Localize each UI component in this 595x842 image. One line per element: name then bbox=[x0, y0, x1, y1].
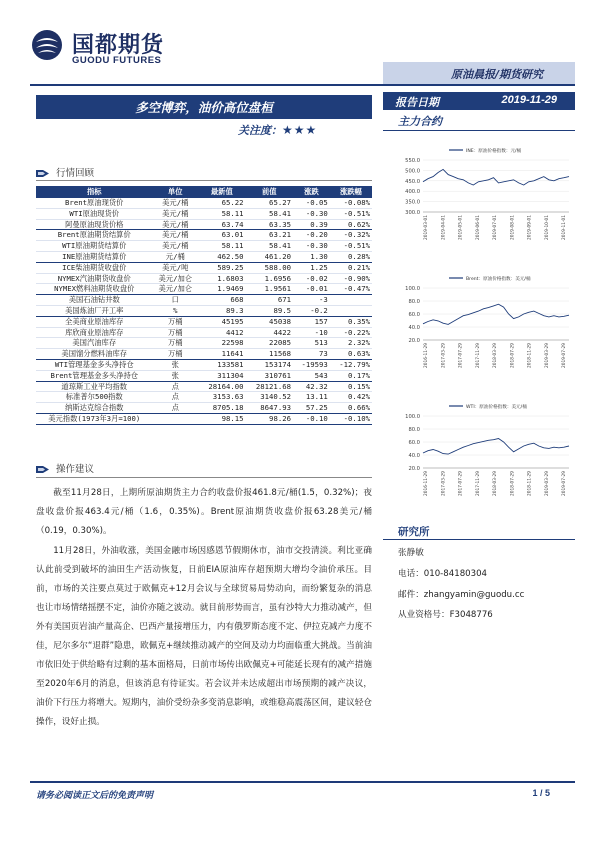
cell-change: 73 bbox=[293, 349, 330, 360]
cell-change: -0.30 bbox=[293, 241, 330, 252]
x-tick-label: 2018-07-29 bbox=[510, 471, 516, 496]
cell-latest: 89.3 bbox=[198, 305, 245, 316]
cell-change: 0.39 bbox=[293, 219, 330, 230]
table-row bbox=[36, 305, 372, 316]
cell-indicator: Brent原油期货结算价 bbox=[36, 230, 153, 241]
header-category: 原油晨报/期货研究 bbox=[450, 68, 543, 81]
ine-price-chart-svg bbox=[389, 140, 575, 265]
footer-disclaimer[interactable]: 请务必阅读正文后的免责声明 bbox=[36, 791, 154, 801]
table-row bbox=[36, 230, 372, 241]
cell-indicator: 美国炼油厂开工率 bbox=[36, 305, 153, 316]
cell-previous: 63.21 bbox=[246, 230, 293, 241]
cell-unit: 口 bbox=[153, 295, 199, 306]
cell-latest: 28164.00 bbox=[198, 381, 245, 392]
y-tick-label: 20.0 bbox=[408, 466, 420, 472]
cell-previous: 1.9561 bbox=[246, 284, 293, 295]
y-tick-label: 80.0 bbox=[408, 427, 420, 433]
cell-previous: 1.6956 bbox=[246, 273, 293, 284]
cell-change-pct: -0.51% bbox=[330, 208, 372, 219]
report-date-label: 报告日期 bbox=[395, 96, 439, 109]
cell-change-pct: 0.62% bbox=[330, 219, 372, 230]
cell-change-pct: -0.08% bbox=[330, 198, 372, 208]
attention-stars: ★★★ bbox=[282, 123, 318, 137]
cell-previous: 4422 bbox=[246, 327, 293, 338]
market-review-heading bbox=[36, 165, 94, 179]
cell-latest: 11641 bbox=[198, 349, 245, 360]
ine-price-chart bbox=[389, 140, 575, 265]
cell-indicator: 美国汽油库存 bbox=[36, 338, 153, 349]
x-tick-label: 2019-10-01 bbox=[544, 215, 550, 240]
cell-change: 543 bbox=[293, 370, 330, 381]
cell-change: 13.11 bbox=[293, 392, 330, 403]
market-data-table bbox=[36, 186, 372, 425]
cell-change-pct: 0.21% bbox=[330, 262, 372, 273]
cell-change-pct: -0.51% bbox=[330, 241, 372, 252]
y-tick-label: 20.0 bbox=[408, 338, 420, 344]
cell-change-pct: -0.32% bbox=[330, 230, 372, 241]
y-tick-label: 500.0 bbox=[405, 168, 420, 175]
y-tick-label: 40.0 bbox=[408, 453, 420, 459]
y-tick-label: 550.0 bbox=[405, 158, 420, 164]
cell-previous: 58.41 bbox=[246, 208, 293, 219]
cell-previous: 45038 bbox=[246, 316, 293, 327]
cell-indicator: ICE柴油期货收盘价 bbox=[36, 262, 153, 273]
cell-indicator: 美国石油钻井数 bbox=[36, 295, 153, 306]
cell-previous: 153174 bbox=[246, 359, 293, 370]
header-category-band bbox=[383, 62, 575, 84]
attention-rating bbox=[238, 122, 317, 138]
cell-indicator: 库欣商业原油库存 bbox=[36, 327, 153, 338]
cell-indicator: INE原油期货结算价 bbox=[36, 251, 153, 262]
market-table-body bbox=[36, 198, 372, 424]
cell-change-pct: 2.32% bbox=[330, 338, 372, 349]
cell-change: 57.25 bbox=[293, 403, 330, 414]
y-tick-label: 60.0 bbox=[408, 440, 420, 446]
cell-change: -0.10 bbox=[293, 413, 330, 424]
analyst-phone: 电话：010-84180304 bbox=[398, 569, 488, 579]
cell-latest: 45195 bbox=[198, 316, 245, 327]
brent-price-chart bbox=[389, 268, 575, 393]
table-row bbox=[36, 251, 372, 262]
cell-indicator: 全美商业原油库存 bbox=[36, 316, 153, 327]
x-tick-label: 2018-11-29 bbox=[527, 471, 533, 496]
table-row bbox=[36, 349, 372, 360]
cell-indicator: 阿曼原油现货价格 bbox=[36, 219, 153, 230]
y-tick-label: 300.0 bbox=[405, 210, 420, 216]
cell-unit: 美元/桶 bbox=[153, 208, 199, 219]
analyst-license: 从业资格号：F3048776 bbox=[398, 610, 493, 620]
cell-change-pct bbox=[330, 305, 372, 316]
market-review-label: 行情回顾 bbox=[56, 168, 95, 179]
table-row bbox=[36, 413, 372, 424]
cell-latest: 462.50 bbox=[198, 251, 245, 262]
research-heading: 研究所 bbox=[398, 526, 430, 538]
cell-unit: 美元/吨 bbox=[153, 262, 199, 273]
cell-change-pct: -0.22% bbox=[330, 327, 372, 338]
cell-latest: 65.22 bbox=[198, 198, 245, 208]
section-arrow-icon bbox=[36, 465, 50, 474]
y-tick-label: 100.0 bbox=[405, 286, 420, 292]
guodu-logo-icon bbox=[30, 28, 64, 62]
cell-unit: 万桶 bbox=[153, 338, 199, 349]
brent-price-chart-svg bbox=[389, 268, 575, 393]
y-tick-label: 450.0 bbox=[405, 178, 420, 185]
wti-price-chart bbox=[389, 396, 575, 521]
cell-unit: 美元/加仑 bbox=[153, 273, 199, 284]
cell-unit: 万桶 bbox=[153, 327, 199, 338]
cell-indicator: 标准普尔500指数 bbox=[36, 392, 153, 403]
cell-unit bbox=[153, 413, 199, 424]
market-review-divider bbox=[36, 180, 372, 181]
legend-label: WTI：原油价格指数：美元/桶 bbox=[466, 405, 527, 410]
cell-unit: % bbox=[153, 305, 199, 316]
y-tick-label: 350.0 bbox=[405, 199, 420, 206]
cell-change-pct: 0.66% bbox=[330, 403, 372, 414]
x-tick-label: 2017-03-29 bbox=[441, 471, 447, 496]
x-tick-label: 2016-11-29 bbox=[424, 471, 429, 496]
report-date-value: 2019-11-29 bbox=[501, 94, 557, 106]
chart-legend bbox=[449, 403, 527, 410]
x-tick-label: 2018-07-29 bbox=[510, 343, 516, 368]
guodu-logo bbox=[30, 26, 180, 70]
y-tick-label: 400.0 bbox=[405, 189, 420, 196]
col-latest: 最新值 bbox=[198, 186, 245, 198]
table-header-row bbox=[36, 186, 372, 198]
cell-change: -0.2 bbox=[293, 305, 330, 316]
price-series-line bbox=[423, 304, 569, 324]
x-tick-label: 2019-03-01 bbox=[424, 215, 429, 240]
cell-change: -0.01 bbox=[293, 284, 330, 295]
x-tick-label: 2019-07-01 bbox=[493, 215, 498, 240]
cell-unit: 点 bbox=[153, 403, 199, 414]
cell-unit: 美元/桶 bbox=[153, 230, 199, 241]
col-change: 涨跌 bbox=[293, 186, 330, 198]
x-tick-label: 2019-06-01 bbox=[475, 215, 481, 240]
cell-latest: 58.11 bbox=[198, 241, 245, 252]
cell-latest: 1.9469 bbox=[198, 284, 245, 295]
header-divider bbox=[30, 84, 575, 86]
cell-indicator: 纳斯达克综合指数 bbox=[36, 403, 153, 414]
cell-previous: 98.26 bbox=[246, 413, 293, 424]
page-number: 1 / 5 bbox=[532, 788, 550, 798]
research-divider bbox=[383, 539, 575, 540]
x-tick-label: 2017-03-29 bbox=[441, 343, 447, 368]
table-row bbox=[36, 241, 372, 252]
brand-name-en: GUODU FUTURES bbox=[72, 55, 162, 66]
cell-previous: 588.00 bbox=[246, 262, 293, 273]
table-row bbox=[36, 262, 372, 273]
cell-latest: 4412 bbox=[198, 327, 245, 338]
cell-unit: 美元/桶 bbox=[153, 241, 199, 252]
cell-unit: 万桶 bbox=[153, 316, 199, 327]
report-title-band bbox=[36, 95, 372, 119]
cell-previous: 3140.52 bbox=[246, 392, 293, 403]
cell-change: -0.02 bbox=[293, 273, 330, 284]
cell-change: -19593 bbox=[293, 359, 330, 370]
cell-previous: 63.35 bbox=[246, 219, 293, 230]
brand-name-cn: 国都期货 bbox=[72, 33, 165, 58]
cell-indicator: Brent管理基金多头净持仓 bbox=[36, 370, 153, 381]
x-tick-label: 2019-07-29 bbox=[562, 471, 567, 496]
trade-advice-divider bbox=[36, 477, 372, 478]
report-date-band bbox=[383, 92, 575, 110]
cell-previous: 89.5 bbox=[246, 305, 293, 316]
table-row bbox=[36, 403, 372, 414]
x-tick-label: 2019-11-01 bbox=[562, 215, 567, 240]
table-row bbox=[36, 381, 372, 392]
cell-previous: 671 bbox=[246, 295, 293, 306]
cell-unit: 点 bbox=[153, 381, 199, 392]
cell-change: 157 bbox=[293, 316, 330, 327]
cell-change: -10 bbox=[293, 327, 330, 338]
cell-indicator: Brent原油现货价 bbox=[36, 198, 153, 208]
x-tick-label: 2019-07-29 bbox=[562, 343, 567, 368]
cell-change-pct: 0.28% bbox=[330, 251, 372, 262]
cell-indicator: 美国馏分燃料油库存 bbox=[36, 349, 153, 360]
cell-change: 42.32 bbox=[293, 381, 330, 392]
cell-change: -0.20 bbox=[293, 230, 330, 241]
table-row bbox=[36, 370, 372, 381]
chart-legend bbox=[449, 147, 522, 154]
cell-change: -0.05 bbox=[293, 198, 330, 208]
cell-change: 513 bbox=[293, 338, 330, 349]
table-row bbox=[36, 208, 372, 219]
table-row bbox=[36, 219, 372, 230]
cell-change-pct bbox=[330, 295, 372, 306]
x-tick-label: 2019-08-01 bbox=[510, 215, 516, 240]
price-series-line bbox=[423, 169, 569, 185]
cell-unit: 点 bbox=[153, 392, 199, 403]
legend-label: Brent：原油价格指数：美元/桶 bbox=[466, 277, 531, 282]
trade-advice-heading bbox=[36, 461, 94, 475]
cell-change-pct: -0.10% bbox=[330, 413, 372, 424]
chart-legend bbox=[449, 275, 531, 282]
main-contract-divider bbox=[383, 130, 575, 131]
cell-change-pct: 0.63% bbox=[330, 349, 372, 360]
table-row bbox=[36, 295, 372, 306]
cell-indicator: WTI原油期货结算价 bbox=[36, 241, 153, 252]
cell-unit: 万桶 bbox=[153, 349, 199, 360]
attention-label: 关注度： bbox=[238, 124, 282, 137]
cell-latest: 63.74 bbox=[198, 219, 245, 230]
cell-indicator: NYMEX汽油期货收盘价 bbox=[36, 273, 153, 284]
table-row bbox=[36, 198, 372, 208]
x-tick-label: 2019-03-29 bbox=[544, 343, 550, 368]
report-title: 多空博弈，油价高位盘桓 bbox=[135, 100, 273, 115]
x-tick-label: 2019-03-29 bbox=[544, 471, 550, 496]
cell-latest: 589.25 bbox=[198, 262, 245, 273]
cell-unit: 美元/桶 bbox=[153, 198, 199, 208]
cell-change-pct: 0.15% bbox=[330, 381, 372, 392]
analyst-email[interactable]: 邮件：zhangyamin@guodu.cc bbox=[398, 590, 525, 600]
cell-previous: 310761 bbox=[246, 370, 293, 381]
table-row bbox=[36, 392, 372, 403]
trade-advice-label: 操作建议 bbox=[56, 464, 95, 475]
x-tick-label: 2018-03-29 bbox=[493, 471, 498, 496]
cell-previous: 58.41 bbox=[246, 241, 293, 252]
cell-previous: 28121.68 bbox=[246, 381, 293, 392]
x-tick-label: 2018-11-29 bbox=[527, 343, 533, 368]
x-tick-label: 2017-07-29 bbox=[458, 471, 464, 496]
col-indicator: 指标 bbox=[36, 186, 153, 198]
cell-unit: 张 bbox=[153, 370, 199, 381]
table-row bbox=[36, 338, 372, 349]
cell-change-pct: 0.42% bbox=[330, 392, 372, 403]
table-row bbox=[36, 273, 372, 284]
x-tick-label: 2019-05-01 bbox=[458, 215, 464, 240]
cell-unit: 美元/桶 bbox=[153, 219, 199, 230]
legend-label: INE：原油价格指数：元/桶 bbox=[466, 149, 522, 154]
table-row bbox=[36, 284, 372, 295]
cell-previous: 65.27 bbox=[246, 198, 293, 208]
table-row bbox=[36, 359, 372, 370]
price-series-line bbox=[423, 439, 569, 455]
cell-change: 1.30 bbox=[293, 251, 330, 262]
cell-indicator: NYMEX燃料油期货收盘价 bbox=[36, 284, 153, 295]
cell-previous: 461.20 bbox=[246, 251, 293, 262]
cell-latest: 22598 bbox=[198, 338, 245, 349]
cell-latest: 311304 bbox=[198, 370, 245, 381]
x-tick-label: 2019-04-01 bbox=[441, 215, 447, 240]
cell-latest: 1.6803 bbox=[198, 273, 245, 284]
cell-latest: 668 bbox=[198, 295, 245, 306]
y-tick-label: 60.0 bbox=[408, 312, 420, 318]
advice-paragraph-2: 11月28日，外油收涨，美国金融市场因感恩节假期休市，油市交投清淡。利比亚确认此前受到破坏的油田生产活动恢复，日前EIA原油库存超预期大增均令油价承压。目前，市场的关注要点莫过于欧佩克+12月会议与全球贸易局势动向，而纷繁复杂的消息也让市场情绪摇摆不定，油价亦随之波动。就目前形势而言，虽有沙特大力推动减产，但外有美国页岩油产量高企、巴西产量接增压力，内有俄罗斯态度不定、伊拉克减产力度不佳，尼尔多尔“退群”隐患，欧佩克+继续推动减产的空间及动力均面临重大挑战。当前油市依旧处于供给略有过剩的基本面格局，日前市场传出欧佩克+可能延长现有的减产措施至2020年6月的消息，但该消息有待证实。若会议并未达成超出市场预期的减产决议，油价下行压力将增大。短期内，油价受纷杂多变消息影响，或维稳高震荡区间，建议轻仓操作，设好止损。 bbox=[36, 546, 372, 727]
cell-unit: 张 bbox=[153, 359, 199, 370]
cell-change-pct: -0.47% bbox=[330, 284, 372, 295]
y-tick-label: 80.0 bbox=[408, 299, 420, 305]
x-tick-label: 2017-11-29 bbox=[475, 471, 481, 496]
cell-change-pct: -12.79% bbox=[330, 359, 372, 370]
cell-indicator: 道琼斯工业平均指数 bbox=[36, 381, 153, 392]
cell-change-pct: 0.35% bbox=[330, 316, 372, 327]
cell-indicator: 美元指数(1973年3月=100) bbox=[36, 413, 153, 424]
cell-unit: 美元/加仑 bbox=[153, 284, 199, 295]
cell-latest: 133581 bbox=[198, 359, 245, 370]
cell-indicator: WTI管理基金多头净持仓 bbox=[36, 359, 153, 370]
x-tick-label: 2019-09-01 bbox=[527, 215, 533, 240]
cell-previous: 11568 bbox=[246, 349, 293, 360]
table-row bbox=[36, 316, 372, 327]
cell-change: 1.25 bbox=[293, 262, 330, 273]
main-contract-heading: 主力合约 bbox=[398, 115, 442, 128]
y-tick-label: 40.0 bbox=[408, 325, 420, 331]
cell-change-pct: 0.17% bbox=[330, 370, 372, 381]
x-tick-label: 2018-03-29 bbox=[493, 343, 498, 368]
cell-change: -0.30 bbox=[293, 208, 330, 219]
y-tick-label: 100.0 bbox=[405, 414, 420, 420]
cell-previous: 8647.93 bbox=[246, 403, 293, 414]
footer-divider bbox=[30, 781, 575, 783]
cell-change-pct: -0.90% bbox=[330, 273, 372, 284]
cell-unit: 元/桶 bbox=[153, 251, 199, 262]
table-row bbox=[36, 327, 372, 338]
cell-previous: 22085 bbox=[246, 338, 293, 349]
wti-price-chart-svg bbox=[389, 396, 575, 521]
cell-latest: 58.11 bbox=[198, 208, 245, 219]
col-change-pct: 涨跌幅 bbox=[330, 186, 372, 198]
analyst-name: 张静敏 bbox=[398, 548, 424, 558]
section-arrow-icon bbox=[36, 169, 50, 178]
cell-latest: 63.01 bbox=[198, 230, 245, 241]
x-tick-label: 2016-11-29 bbox=[424, 343, 429, 368]
col-unit: 单位 bbox=[153, 186, 199, 198]
col-previous: 前值 bbox=[246, 186, 293, 198]
x-tick-label: 2017-07-29 bbox=[458, 343, 464, 368]
x-tick-label: 2017-11-29 bbox=[475, 343, 481, 368]
cell-change: -3 bbox=[293, 295, 330, 306]
advice-paragraph-1: 截至11月28日，上期所原油期货主力合约收盘价报461.8元/桶(1.5，0.32%)；夜盘收盘价报463.4元/桶（1.6，0.35%)。Brent原油期货收盘价报63.28美元/桶（0.19，0.30%)。 bbox=[36, 488, 372, 536]
cell-indicator: WTI原油现货价 bbox=[36, 208, 153, 219]
cell-latest: 98.15 bbox=[198, 413, 245, 424]
cell-latest: 3153.63 bbox=[198, 392, 245, 403]
cell-latest: 8705.18 bbox=[198, 403, 245, 414]
